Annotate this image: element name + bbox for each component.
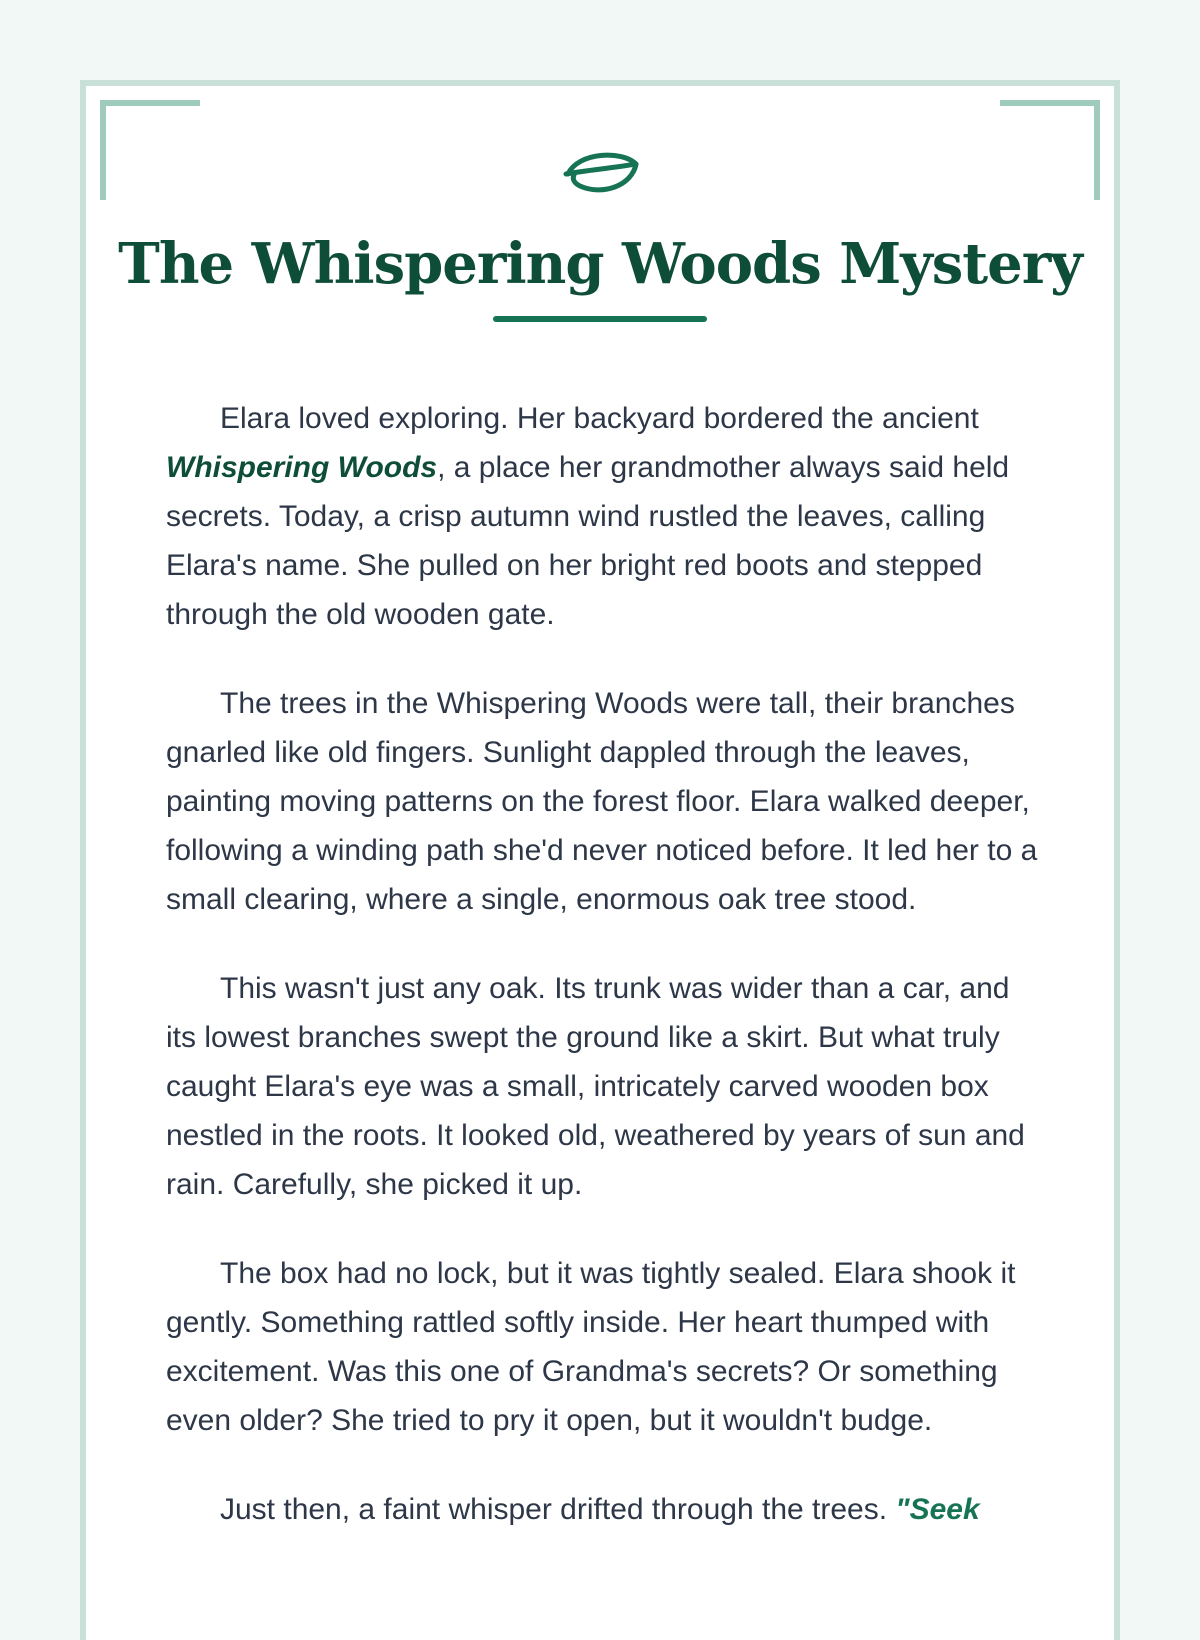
paragraph-text: , a place her grandmother always said held secrets. Today, a crisp autumn wind rustled the leaves, calling Elara's name. She pulled on her bright red boots and stepped through the old wooden gate. xyxy=(166,451,1010,631)
corner-ornament-top-right xyxy=(1000,100,1100,200)
story-body xyxy=(166,394,1046,1574)
corner-ornament-top-left xyxy=(100,100,200,200)
paragraph-text: Elara loved exploring. Her backyard bordered the ancient xyxy=(220,402,979,435)
story-title: The Whispering Woods Mystery xyxy=(118,231,1082,297)
paragraph-text: Just then, a faint whisper drifted through the trees. xyxy=(220,1493,896,1526)
story-paragraph-5 xyxy=(166,1485,1046,1534)
emphasized-place-name: Whispering Woods xyxy=(166,451,438,484)
story-paragraph-4: The box had no lock, but it was tightly sealed. Elara shook it gently. Something rattled softly inside. Her heart thumped with excitement. Was this one of Grandma's secrets? Or something even older? She tried to pry it open, but it wouldn't budge. xyxy=(166,1257,1016,1437)
whisper-quote: "Seek xyxy=(895,1493,980,1526)
leaf-icon xyxy=(562,148,642,198)
title-underline xyxy=(493,316,707,322)
story-paragraph-2: The trees in the Whispering Woods were tall, their branches gnarled like old fingers. Sunlight dappled through the leaves, painting moving patterns on the forest floor. Elara walked deeper, following a winding path she'd never noticed before. It led her to a small clearing, where a single, enormous oak tree stood. xyxy=(166,687,1038,916)
story-paragraph-3: This wasn't just any oak. Its trunk was wider than a car, and its lowest branches swept the ground like a skirt. But what truly caught Elara's eye was a small, intricately carved wooden box nestled in the roots. It looked old, weathered by years of sun and rain. Carefully, she picked it up. xyxy=(166,972,1025,1201)
story-card xyxy=(80,80,1120,1640)
story-paragraph-1 xyxy=(166,394,1046,639)
